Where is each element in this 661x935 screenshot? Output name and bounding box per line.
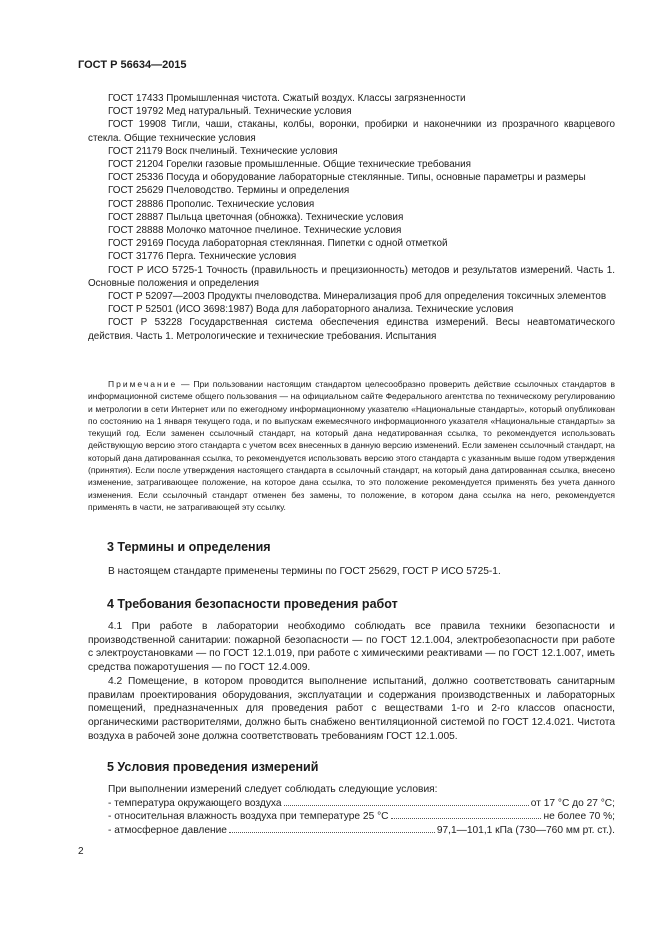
condition-value: от 17 °С до 27 °С; [530, 797, 615, 809]
note-label: Примечание [108, 379, 178, 389]
reference-item: ГОСТ 21204 Горелки газовые промышленные. Общие технические требования [108, 159, 472, 171]
condition-temperature [108, 797, 615, 811]
page-number: 2 [78, 846, 84, 857]
reference-item: ГОСТ 28888 Молочко маточное пчелиное. Технические условия [108, 225, 402, 237]
condition-humidity [108, 810, 615, 824]
note-text: — При пользовании настоящим стандартом целесообразно проверить действие ссылочных стандартов в информационной системе общего пользования — на официальном сайте Федерального агентства по техническому регулированию и метрологии в сети Интернет или по ежегодному информационному указателю «Национальные стандарты», который опубликован по состоянию на 1 января текущего года, и по выпускам ежемесячного информационного указателя «Национальные стандарты» за текущий год. Если заменен ссылочный стандарт, на который дана недатированная ссылка, то рекомендуется использовать действующую версию этого стандарта с учетом всех внесенных в данную версию изменений. Если заменен ссылочный стандарт, на который дана датированная ссылка, то рекомендуется использовать версию этого стандарта с указанным выше годом утверждения (принятия). Если после утверждения настоящего стандарта в ссылочный стандарт, на который дана датированная ссылка, внесено изменение, затрагивающее положение, на которое дана ссылка, то это положение рекомендуется применять без учета данного изменения. Если ссылочный стандарт отменен без замены, то положение, в котором дана ссылка на него, рекомендуется применять в части, не затрагивающей эту ссылку. [88, 379, 615, 512]
note-paragraph [88, 378, 615, 513]
leader-dots [229, 832, 435, 833]
reference-item: ГОСТ 25629 Пчеловодство. Термины и определения [108, 185, 350, 197]
section-4-paragraph-2: 4.2 Помещение, в котором проводится выполнение испытаний, должно соответствовать санитарным правилам проектирования оборудования, эксплуатации и содержания производственных и лабораторных помещений, предназначенных для проведения работ с веществами 1-го и 2-го классов опасности, органическими растворителями, должно быть снабжено вентиляционной системой по ГОСТ 12.4.021. Чистота воздуха в рабочей зоне должна соответствовать требованиям ГОСТ 12.1.005. [88, 676, 615, 742]
condition-label: - температура окружающего воздуха [108, 797, 282, 809]
section-3-text: В настоящем стандарте применены термины по ГОСТ 25629, ГОСТ Р ИСО 5725-1. [108, 566, 501, 577]
document-header: ГОСТ Р 56634—2015 [78, 59, 187, 71]
reference-item: ГОСТ 31776 Перга. Технические условия [108, 251, 297, 263]
leader-dots [284, 805, 529, 806]
condition-label: - относительная влажность воздуха при температуре 25 °С [108, 811, 389, 823]
condition-value: 97,1—101,1 кПа (730—760 мм рт. ст.). [436, 825, 615, 837]
reference-item: ГОСТ 28886 Прополис. Технические условия [108, 198, 315, 210]
conditions-intro: При выполнении измерений следует соблюдать следующие условия: [108, 784, 438, 795]
condition-label: - атмосферное давление [108, 825, 227, 837]
condition-value: не более 70 %; [543, 811, 615, 823]
reference-item: ГОСТ 19792 Мед натуральный. Технические условия [108, 106, 352, 118]
reference-item: ГОСТ 17433 Промышленная чистота. Сжатый воздух. Классы загрязненности [108, 93, 466, 104]
condition-pressure [108, 824, 615, 838]
normative-references-list [88, 92, 615, 343]
section-4-heading: 4 Требования безопасности проведения работ [107, 597, 398, 611]
reference-item: ГОСТ 25336 Посуда и оборудование лабораторные стеклянные. Типы, основные параметры и размеры [108, 172, 586, 184]
reference-item: ГОСТ Р 52097—2003 Продукты пчеловодства. Минерализация проб для определения токсичных элементов [108, 291, 607, 303]
reference-item: ГОСТ 21179 Воск пчелиный. Технические условия [108, 145, 338, 157]
section-5-heading: 5 Условия проведения измерений [107, 760, 319, 774]
reference-item: ГОСТ Р 53228 Государственная система обеспечения единства измерений. Весы неавтоматического действия. Часть 1. Метрологические и технические требования. Испытания [88, 317, 615, 342]
reference-item: ГОСТ Р ИСО 5725-1 Точность (правильность и прецизионность) методов и результатов измерений. Часть 1. Основные положения и определения [88, 264, 615, 289]
measurement-conditions [88, 783, 615, 838]
reference-item: ГОСТ 19908 Тигли, чаши, стаканы, колбы, воронки, пробирки и наконечники из прозрачного кварцевого стекла. Общие технические условия [88, 119, 615, 144]
leader-dots [391, 818, 542, 819]
section-4-paragraph-1: 4.1 При работе в лаборатории необходимо соблюдать все правила техники безопасности и производственной санитарии: пожарной безопасности — по ГОСТ 12.1.004, электробезопасности при работе с электроустановками — по ГОСТ 12.1.019, при работе с химическими реактивами — по ГОСТ 12.1.007, иметь средства пожаротушения — по ГОСТ 12.4.009. [88, 621, 615, 674]
reference-item: ГОСТ 28887 Пыльца цветочная (обножка). Технические условия [108, 211, 404, 223]
section-3-heading: 3 Термины и определения [107, 540, 271, 554]
reference-item: ГОСТ 29169 Посуда лабораторная стеклянная. Пипетки с одной отметкой [108, 238, 448, 250]
reference-item: ГОСТ Р 52501 (ИСО 3698:1987) Вода для лабораторного анализа. Технические условия [108, 304, 514, 316]
